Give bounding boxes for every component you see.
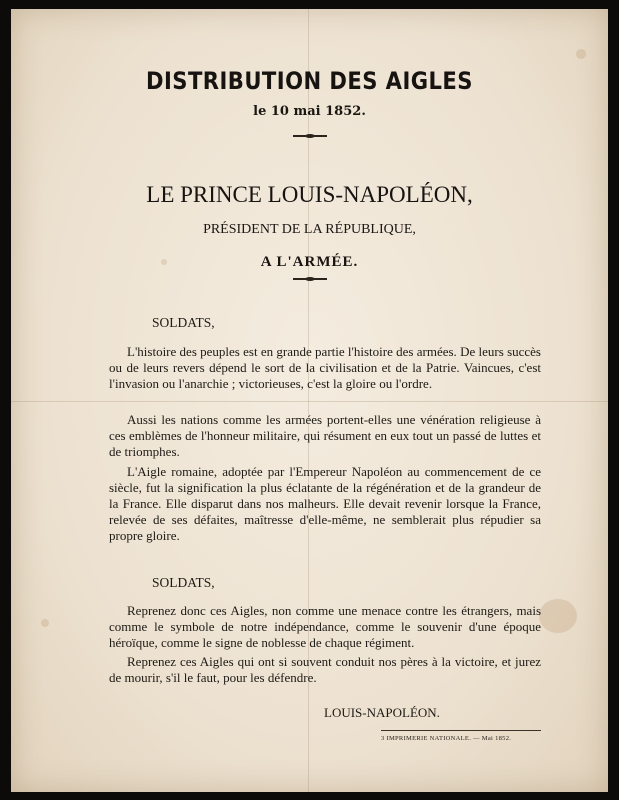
president-heading: PRÉSIDENT DE LA RÉPUBLIQUE, [203,222,416,237]
printer-rule [381,730,541,731]
body-paragraph: L'histoire des peuples est en grande partie l'histoire des armées. De leurs succès ou de leurs revers dépend le sort de la civilisation et de la Patrie. Vaincues, c'est l'invasion ou l'anarchie ; victorieuses, c'est la gloire ou l'ordre. [109,344,541,391]
poster-sheet [11,9,608,792]
body-paragraph: L'Aigle romaine, adoptée par l'Empereur Napoléon au commencement de ce siècle, fut la signification la plus éclatante de la régénération et de la grandeur de la France. Elle disparut dans nos malheurs. Elle devait revenir lorsque la France, relevée de ses défaites, maîtresse d'elle-même, ne semblerait plus répudier sa propre gloire. [109,464,541,543]
body-paragraph: Aussi les nations comme les armées portent-elles une vénération religieuse à ces emblèmes de l'honneur militaire, qui résument en eux tout un passé de luttes et de triomphes. [109,412,541,459]
prince-heading: LE PRINCE LOUIS-NAPOLÉON, [146,182,473,207]
printer-imprint: 3 IMPRIMERIE NATIONALE. — Mai 1852. [381,735,512,742]
poster-title: DISTRIBUTION DES AIGLES [146,67,473,95]
body-paragraph: Reprenez ces Aigles qui ont si souvent conduit nos pères à la victoire, et jurez de mourir, s'il le faut, pour les défendre. [109,654,541,685]
signature: LOUIS-NAPOLÉON. [324,705,440,720]
ornament-rule [293,278,327,280]
salutation: SOLDATS, [152,315,215,330]
stain-spot [576,49,586,59]
stain-spot [539,599,577,633]
body-paragraph: Reprenez donc ces Aigles, non comme une menace contre les étrangers, mais comme le symbole de notre indépendance, comme le souvenir d'une époque héroïque, comme le signe de noblesse de chaque régiment. [109,603,541,650]
poster-date: le 10 mai 1852. [253,104,366,119]
addressee-heading: A L'ARMÉE. [260,254,359,270]
stain-spot [41,619,49,627]
fold-line-horizontal [11,401,608,402]
ornament-rule [293,135,327,137]
salutation: SOLDATS, [152,575,215,590]
